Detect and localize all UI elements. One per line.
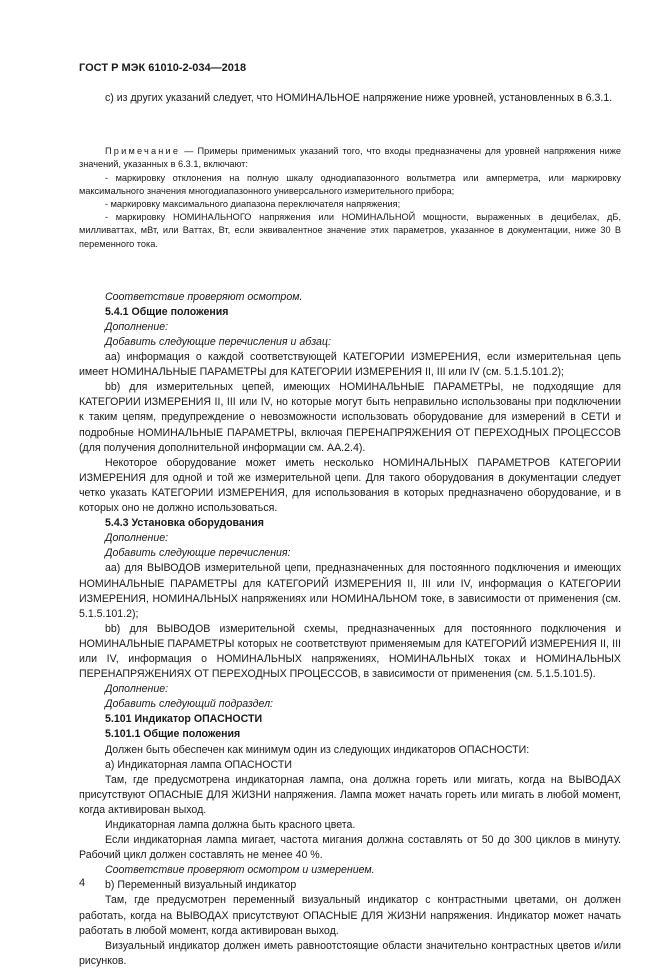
paragraph: aa) для ВЫВОДОВ измерительной цепи, предназначенных для постоянного подключения и имеющих НОМИНАЛЬНЫЕ ПАРАМЕТРЫ для КАТЕГОРИЙ ИЗМЕРЕНИЯ II, III или IV, информация о КАТЕГОРИИ ИЗМЕРЕНИЯ, НОМИНАЛЬНЫХ напряжениях или НОМИНАЛЬНОМ токе, в зависимости от применения (см. 5.1.5.101.2); — [79, 562, 621, 620]
section-heading: 5.101 Индикатор ОПАСНОСТИ — [105, 713, 263, 726]
paragraph: Некоторое оборудование может иметь несколько НОМИНАЛЬНЫХ ПАРАМЕТРОВ КАТЕГОРИИ ИЗМЕРЕНИЯ для одной и той же измерительной цепи. Для такого оборудования в документации следует четко указать КАТЕГОРИИ ИЗМЕРЕНИЯ, для использования в которых предназначено оборудование, и в которых оно не должно использоваться. — [79, 456, 621, 515]
paragraph: c) из других указаний следует, что НОМИНАЛЬНОЕ напряжение ниже уровней, установленных в 6.3.1. — [105, 92, 613, 104]
italic-instruction: Добавить следующие перечисления и абзац: — [105, 336, 331, 348]
page-number: 4 — [79, 877, 86, 889]
page-body — [79, 91, 621, 969]
paragraph: Должен быть обеспечен как минимум один из следующих индикаторов ОПАСНОСТИ: — [105, 743, 530, 756]
section-heading: 5.4.3 Установка оборудования — [105, 517, 264, 530]
paragraph: b) Переменный визуальный индикатор — [105, 879, 297, 892]
paragraph: a) Индикаторная лампа ОПАСНОСТИ — [105, 758, 292, 771]
italic-instruction: Дополнение: — [105, 320, 169, 333]
paragraph: Если индикаторная лампа мигает, частота мигания должна составлять от 50 до 300 циклов в минуту. Рабочий цикл должен составлять не менее 40 %. — [79, 834, 621, 862]
note-text: — Примеры применимых указаний того, что входы предназначены для уровней напряжения ниже значений, указанных в 6.3.1, включают: — [79, 146, 621, 170]
italic-instruction: Дополнение: — [105, 683, 169, 696]
italic-instruction: Добавить следующий подраздел: — [105, 698, 273, 711]
italic-instruction: Соответствие проверяют осмотром. — [105, 290, 303, 303]
italic-instruction: Добавить следующие перечисления: — [105, 547, 291, 560]
paragraph: aa) информация о каждой соответствующей КАТЕГОРИИ ИЗМЕРЕНИЯ, если измерительная цепь имеет НОМИНАЛЬНЫЕ ПАРАМЕТРЫ для КАТЕГОРИИ ИЗМЕРЕНИЯ II, III или IV (см. 5.1.5.101.2); — [79, 351, 621, 379]
paragraph: Там, где предусмотрен переменный визуальный индикатор с контрастными цветами, он должен работать, когда на ВЫВОДАХ присутствуют ОПАСНЫЕ ДЛЯ ЖИЗНИ напряжения. Индикатор может начать работать в любой момент, когда активирован выход. — [79, 894, 621, 937]
paragraph: bb) для измерительных цепей, имеющих НОМИНАЛЬНЫЕ ПАРАМЕТРЫ, не подходящие для КАТЕГОРИИ ИЗМЕРЕНИЯ II, III или IV, но которые могут быть неправильно использованы при подключении к таким цепям, предупреждение о невозможности использовать оборудование для измерений в СЕТИ и подробные НОМИНАЛЬНЫЕ ПАРАМЕТРЫ, включая ПЕРЕНАПРЯЖЕНИЯ ОТ ПЕРЕХОДНЫХ ПРОЦЕССОВ (для получения дополнительной информации см. АА.2.4). — [79, 381, 621, 454]
paragraph: Индикаторная лампа должна быть красного цвета. — [105, 819, 356, 831]
section-heading: 5.101.1 Общие положения — [105, 728, 241, 741]
spacer — [79, 267, 621, 274]
note-list-item: - маркировку отклонения на полную шкалу однодиапазонного вольтметра или амперметра, или маркировку максимального значения многодиапазонного универсального измерительного прибора; — [79, 172, 621, 196]
note-list-item: - маркировку НОМИНАЛЬНОГО напряжения или НОМИНАЛЬНОЙ мощности, выраженных в децибелах, дБ, милливаттах, мВт, или Ваттах, Вт, если эквивалентное значение этих параметров, указанное в документации, ниже 30 В переменного тока. — [79, 212, 621, 249]
italic-instruction: Соответствие проверяют осмотром и измерением. — [105, 864, 375, 877]
note-label: Примечание — [105, 146, 181, 157]
italic-instruction: Дополнение: — [105, 532, 169, 545]
paragraph: Там, где предусмотрена индикаторная лампа, она должна гореть или мигать, когда на ВЫВОДАХ присутствуют ОПАСНЫЕ ДЛЯ ЖИЗНИ напряжения. Лампа может начать гореть или мигать в любой момент, когда активирован выход. — [79, 773, 621, 816]
paragraph: Визуальный индикатор должен иметь равноотстоящие области значительно контрастных цветов и/или рисунков. — [79, 939, 621, 967]
spacer — [79, 122, 621, 129]
paragraph: bb) для ВЫВОДОВ измерительной схемы, предназначенных для постоянного подключения и НОМИНАЛЬНЫЕ ПАРАМЕТРЫ которых не соответствуют применяемым для КАТЕГОРИЙ ИЗМЕРЕНИЯ II, III или IV, информация о НОМИНАЛЬНЫХ напряжениях, НОМИНАЛЬНЫХ токах и НОМИНАЛЬНЫХ ПЕРЕНАПРЯЖЕНИЯХ ОТ ПЕРЕХОДНЫХ ПРОЦЕССОВ, в зависимости от применения (см. 5.1.5.101.5). — [79, 622, 621, 681]
note-list-item: - маркировку максимального диапазона переключателя напряжения; — [105, 198, 401, 209]
document-header: ГОСТ Р МЭК 61010-2-034—2018 — [79, 62, 247, 74]
section-heading: 5.4.1 Общие положения — [105, 305, 229, 318]
note-paragraph — [79, 145, 621, 171]
